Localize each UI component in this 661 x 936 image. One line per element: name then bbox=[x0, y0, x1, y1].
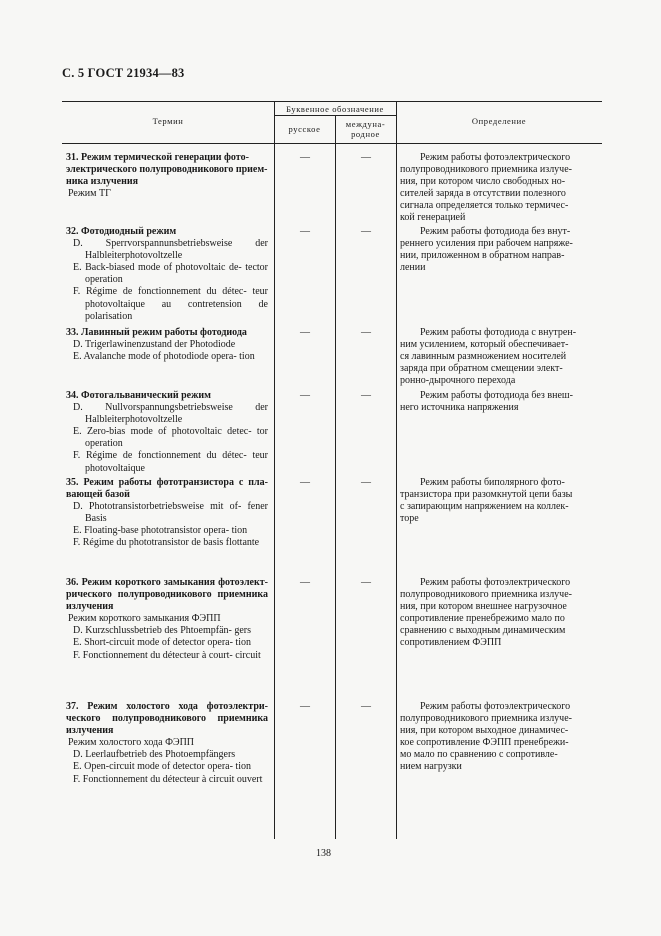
international-symbol-dash: — bbox=[361, 390, 371, 401]
definition-line: кой генерацией bbox=[400, 212, 466, 224]
definition-line: полупроводникового приемника излуче- bbox=[400, 713, 572, 725]
term-title: 33. Лавинный режим работы фотодиода bbox=[66, 327, 247, 338]
term-title: 37. Режим холостого хода фотоэлектри- ческого полупроводникового приемника излучения bbox=[66, 701, 268, 737]
table-top-rule bbox=[62, 101, 602, 102]
definition-line: ния, при котором внешнее нагрузочное bbox=[400, 601, 567, 613]
term-cell bbox=[66, 390, 268, 475]
definition-line: кое сопротивление ФЭПП пренебрежи- bbox=[400, 737, 569, 749]
international-header-line-2: родное bbox=[351, 129, 380, 139]
term-foreign-equivalent: E. Short-circuit mode of detector opera- tion bbox=[73, 637, 251, 649]
term-title: 35. Режим работы фототранзистора с пла- вающей базой bbox=[66, 477, 268, 501]
russian-symbol-dash: — bbox=[300, 477, 310, 488]
term-abbreviation: Режим холостого хода ФЭПП bbox=[68, 737, 195, 749]
term-abbreviation: Режим короткого замыкания ФЭПП bbox=[68, 613, 221, 625]
russian-column-header: русское bbox=[288, 124, 321, 134]
definition-line: заряда при обратном смещении элект- bbox=[400, 363, 563, 375]
term-foreign-equivalent: D. Leerlaufbetrieb des Photoempfängers bbox=[73, 749, 236, 761]
term-foreign-equivalent: F. Fonctionnement du détecteur à circuit ouvert bbox=[73, 773, 263, 785]
definition-line: полупроводникового приемника излуче- bbox=[400, 589, 572, 601]
definition-line: Режим работы фотоэлектрического bbox=[420, 701, 571, 712]
russian-symbol-dash: — bbox=[300, 577, 310, 588]
definition-line: транзистора при разомкнутой цепи базы bbox=[400, 489, 573, 501]
term-foreign-equivalent: F. Régime de fonctionnement du détec- teur photovoltaique au contretension de polarisation bbox=[73, 286, 268, 322]
term-foreign-equivalent: D. Kurzschlussbetrieb des Phtoempfän- gers bbox=[73, 625, 252, 637]
definition-line: Режим работы фотоэлектрического bbox=[420, 152, 571, 163]
letter-column-divider bbox=[396, 101, 397, 839]
page-number: 138 bbox=[316, 848, 331, 859]
russian-symbol-dash: — bbox=[300, 327, 310, 338]
russian-symbol-dash: — bbox=[300, 226, 310, 237]
international-column-header bbox=[335, 119, 396, 139]
definition-line: торе bbox=[400, 513, 419, 525]
term-foreign-equivalent: D. Phototransistorbetriebsweise mit of- fener Basis bbox=[73, 501, 268, 525]
definition-line: нии, приложенном в обратном направ- bbox=[400, 250, 565, 262]
term-title: 32. Фотодиодный режим bbox=[66, 226, 177, 237]
term-title: ника излучения bbox=[66, 176, 139, 188]
international-symbol-dash: — bbox=[361, 226, 371, 237]
international-header-line-1: междуна- bbox=[345, 119, 386, 129]
term-foreign-equivalent: E. Back-biased mode of photovoltaic de- tector operation bbox=[73, 262, 268, 286]
definition-cell bbox=[400, 152, 599, 225]
letter-group-header: Буквенное обозначение bbox=[286, 104, 384, 114]
definition-line: с запирающим напряжением на коллек- bbox=[400, 501, 569, 513]
definition-line: Режим работы фотоэлектрического bbox=[420, 577, 571, 588]
definition-line: Режим работы фотодиода без внеш- bbox=[420, 390, 573, 401]
definition-line: сителей заряда в отсутствии полезного bbox=[400, 188, 566, 200]
definition-line: ния, при котором число свободных но- bbox=[400, 176, 566, 188]
definition-line: ся лавинным размножением носителей bbox=[400, 351, 567, 363]
definition-line: сопротивление пренебрежимо мало по bbox=[400, 613, 565, 625]
definition-cell bbox=[400, 577, 599, 650]
term-cell bbox=[66, 701, 268, 786]
international-symbol-dash: — bbox=[361, 477, 371, 488]
definition-line: сигнала определяется только термичес- bbox=[400, 200, 569, 212]
definition-line: полупроводникового приемника излуче- bbox=[400, 164, 572, 176]
definition-line: лении bbox=[400, 262, 426, 274]
term-title: электрического полупроводникового прием- bbox=[66, 164, 268, 176]
table-header-rule bbox=[62, 143, 602, 144]
term-foreign-equivalent: D. Nullvorspannungsbetriebsweise der Halbleiterphotovoltzelle bbox=[73, 402, 268, 426]
definition-line: Режим работы фотодиода с внутрен- bbox=[420, 327, 577, 338]
definition-line: Режим работы фотодиода без внут- bbox=[420, 226, 571, 237]
definition-cell bbox=[400, 327, 599, 387]
definition-line: сравнению с выходным динамическим bbox=[400, 625, 566, 637]
term-title: 31. Режим термической генерации фото- bbox=[66, 152, 249, 163]
international-symbol-dash: — bbox=[361, 327, 371, 338]
definition-line: реннего усиления при рабочем напряже- bbox=[400, 238, 573, 250]
term-foreign-equivalent: E. Floating-base phototransistor opera- tion bbox=[73, 525, 248, 537]
page-header: С. 5 ГОСТ 21934—83 bbox=[62, 66, 185, 80]
russian-symbol-dash: — bbox=[300, 152, 310, 163]
term-column-divider bbox=[274, 101, 275, 839]
definition-line: мо мало по сравнению с сопротивле- bbox=[400, 749, 558, 761]
term-foreign-equivalent: E. Zero-bias mode of photovoltaic detec- tor operation bbox=[73, 426, 268, 450]
term-cell bbox=[66, 477, 268, 550]
international-symbol-dash: — bbox=[361, 152, 371, 163]
term-foreign-equivalent: E. Avalanche mode of photodiode opera- tion bbox=[73, 351, 255, 363]
russian-column-divider bbox=[335, 115, 336, 839]
international-symbol-dash: — bbox=[361, 577, 371, 588]
term-title: 36. Режим короткого замыкания фотоэлект- рического полупроводникового приемника излучения bbox=[66, 577, 268, 613]
term-cell bbox=[66, 226, 268, 323]
definition-column-header: Определение bbox=[471, 116, 527, 126]
term-foreign-equivalent: E. Open-circuit mode of detector opera- tion bbox=[73, 761, 251, 773]
russian-symbol-dash: — bbox=[300, 701, 310, 712]
term-foreign-equivalent: F. Fonctionnement du détecteur à court- circuit bbox=[73, 649, 261, 661]
definition-cell bbox=[400, 226, 599, 274]
definition-line: сопротивлением ФЭПП bbox=[400, 637, 502, 649]
definition-line: ним усилением, который обеспечивает- bbox=[400, 339, 569, 351]
definition-line: него источника напряжения bbox=[400, 402, 519, 414]
definition-cell bbox=[400, 701, 599, 774]
term-cell bbox=[66, 577, 268, 662]
term-foreign-equivalent: F. Régime de fonctionnement du détec- teur photovoltaique bbox=[73, 450, 268, 474]
term-column-header: Термин bbox=[152, 116, 184, 126]
russian-symbol-dash: — bbox=[300, 390, 310, 401]
definition-cell bbox=[400, 390, 599, 414]
term-foreign-equivalent: D. Trigerlawinenzustand der Photodiode bbox=[73, 339, 236, 351]
term-abbreviation: Режим ТГ bbox=[68, 188, 111, 200]
term-foreign-equivalent: D. Sperrvorspannunsbetriebsweise der Halbleiterphotovoltzelle bbox=[73, 238, 268, 262]
definition-line: ронно-дырочного перехода bbox=[400, 375, 516, 387]
term-cell bbox=[66, 152, 268, 200]
international-symbol-dash: — bbox=[361, 701, 371, 712]
term-foreign-equivalent: F. Régime du phototransistor de basis flottante bbox=[73, 537, 260, 549]
term-cell bbox=[66, 327, 268, 363]
definition-line: Режим работы биполярного фото- bbox=[420, 477, 565, 488]
term-title: 34. Фотогальванический режим bbox=[66, 390, 211, 401]
definition-cell bbox=[400, 477, 599, 525]
definition-line: нием нагрузки bbox=[400, 761, 462, 773]
definition-line: ния, при котором выходное динамичес- bbox=[400, 725, 569, 737]
